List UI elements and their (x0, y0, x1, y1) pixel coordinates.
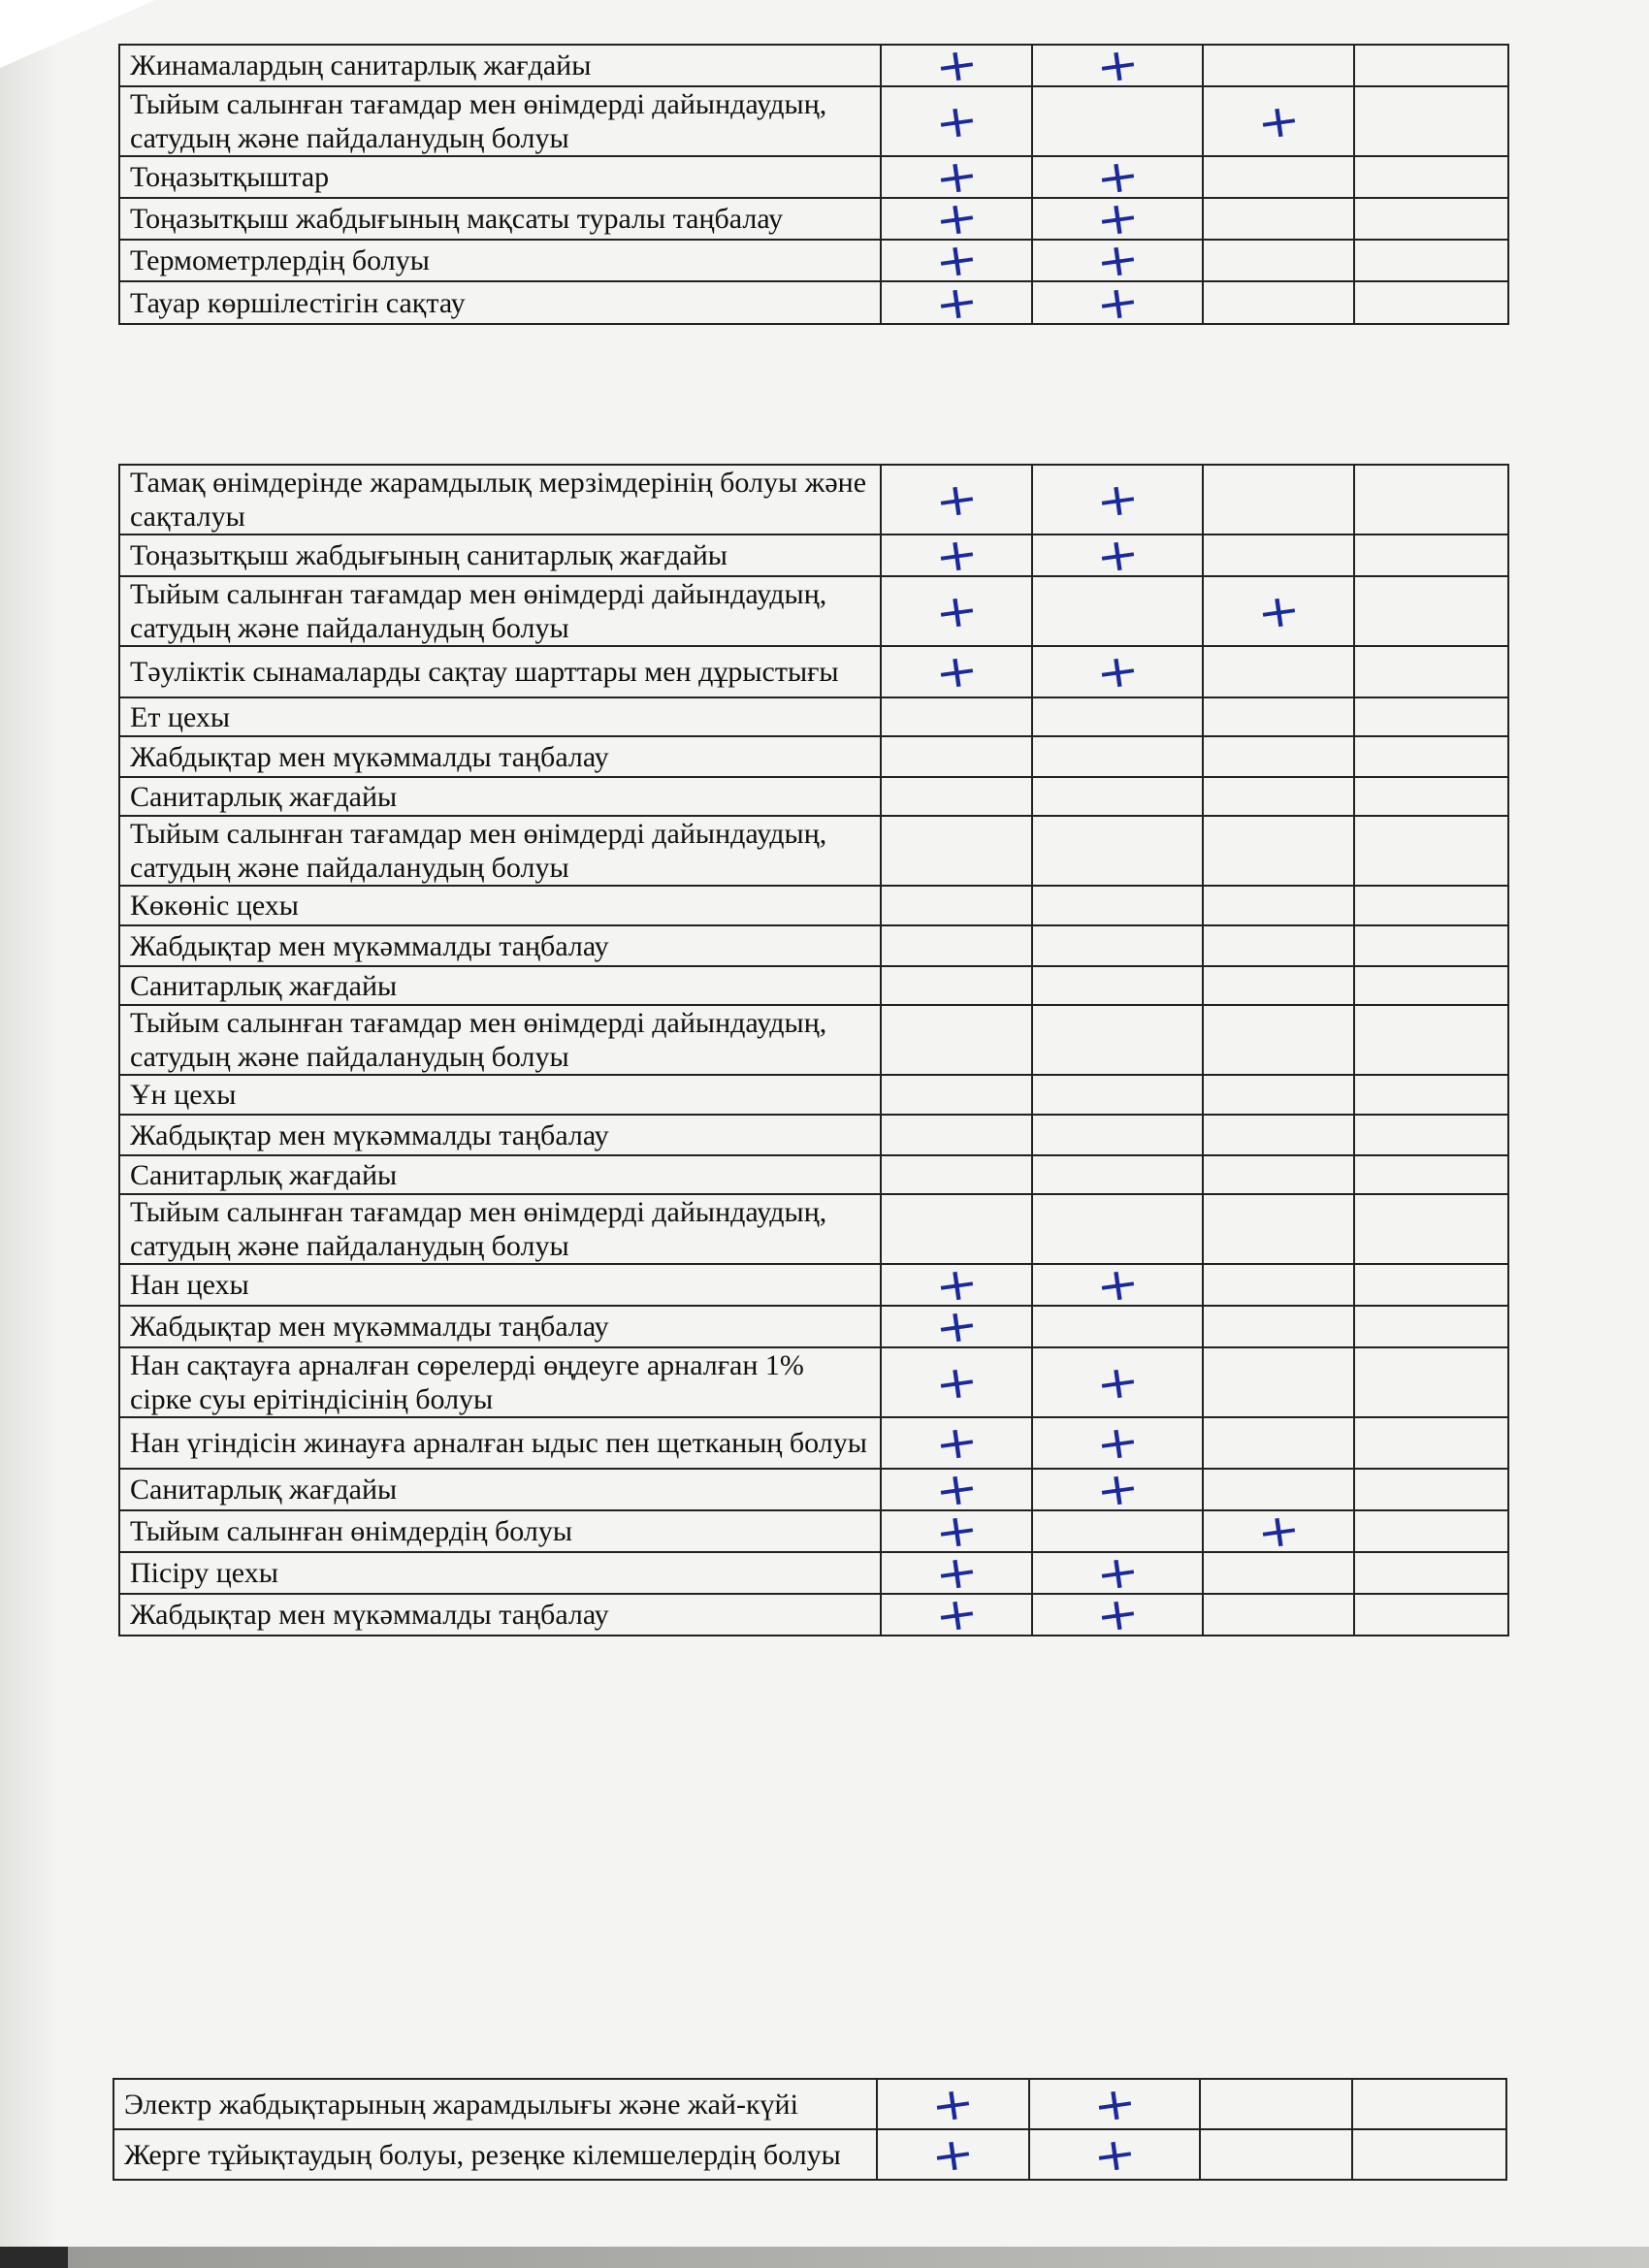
mark-cell (1203, 816, 1354, 886)
mark-cell (881, 273, 1032, 332)
row-label: Жабдықтар мен мүкәммалды таңбалау (119, 1594, 881, 1636)
mark-cell (1203, 465, 1354, 535)
mark-cell (881, 1155, 1032, 1194)
handwritten-tick: + (931, 36, 982, 94)
table-row (119, 736, 1508, 777)
mark-cell (1203, 86, 1354, 156)
mark-cell (1032, 1306, 1203, 1347)
mark-cell (1200, 2129, 1351, 2180)
table-row (119, 1552, 1508, 1594)
mark-cell (1203, 1417, 1354, 1469)
row-label: Тыйым салынған тағамдар мен өнімдерді дайындаудың, сатудың және пайдаланудың болуы (119, 1005, 881, 1075)
mark-cell (881, 36, 1032, 94)
mark-cell (881, 465, 1032, 535)
table-row (119, 1510, 1508, 1552)
row-label: Тыйым салынған тағамдар мен өнімдерді дайындаудың, сатудың және пайдаланудың болуы (119, 1194, 881, 1264)
mark-cell (881, 526, 1032, 584)
mark-cell (881, 966, 1032, 1005)
mark-cell (1354, 886, 1508, 925)
mark-cell (1032, 1155, 1203, 1194)
mark-cell (1203, 1194, 1354, 1264)
mark-cell (881, 1075, 1032, 1115)
mark-cell (881, 886, 1032, 925)
handwritten-tick: + (1092, 147, 1143, 206)
table-row (119, 1075, 1508, 1115)
mark-cell (1352, 2129, 1506, 2180)
handwritten-tick: + (927, 2074, 979, 2133)
handwritten-tick: + (1253, 581, 1304, 640)
handwritten-tick: + (1092, 231, 1143, 289)
handwritten-tick: + (1092, 189, 1143, 247)
row-label: Термометрлердің болуы (119, 240, 881, 281)
mark-cell (1203, 1005, 1354, 1075)
mark-cell (1354, 465, 1508, 535)
mark-cell (1203, 198, 1354, 240)
mark-cell (1354, 1155, 1508, 1194)
row-label: Нан цехы (119, 1264, 881, 1306)
handwritten-tick: + (1092, 1352, 1143, 1411)
table-row (119, 1306, 1508, 1347)
handwritten-tick: + (931, 1585, 982, 1643)
table-row (119, 86, 1508, 156)
handwritten-tick: + (1092, 526, 1143, 584)
mark-cell (881, 925, 1032, 966)
handwritten-tick: + (931, 1460, 982, 1518)
mark-cell (1354, 535, 1508, 576)
mark-cell (1200, 2079, 1351, 2129)
checklist-table-1 (118, 36, 1509, 332)
mark-cell (1354, 697, 1508, 736)
mark-cell (881, 231, 1032, 289)
mark-cell (1032, 1075, 1203, 1115)
mark-cell (1354, 646, 1508, 697)
handwritten-tick: + (1092, 1460, 1143, 1518)
row-label: Көкөніс цехы (119, 886, 881, 925)
handwritten-tick: + (931, 581, 982, 640)
row-label: Нан үгіндісін жинауға арналған ыдыс пен щетканың болуы (119, 1417, 881, 1469)
mark-cell (1032, 736, 1203, 777)
row-label: Тамақ өнімдерінде жарамдылық мерзімдерінің болуы және сақталуы (119, 465, 881, 535)
mark-cell (1203, 156, 1354, 198)
mark-cell (881, 1194, 1032, 1264)
mark-cell (1203, 1115, 1354, 1155)
mark-cell (1354, 1417, 1508, 1469)
mark-cell (1029, 2074, 1200, 2133)
handwritten-tick: + (931, 470, 982, 529)
handwritten-tick: + (1253, 1502, 1304, 1560)
mark-cell (877, 2124, 1028, 2184)
handwritten-tick: + (931, 1543, 982, 1602)
handwritten-tick: + (1092, 1413, 1143, 1472)
mark-cell (1032, 465, 1203, 535)
handwritten-tick: + (927, 2124, 979, 2184)
table-row (119, 1115, 1508, 1155)
mark-cell (1354, 1510, 1508, 1552)
mark-cell (881, 642, 1032, 700)
mark-cell (1354, 156, 1508, 198)
page-left-shadow (0, 0, 58, 2268)
scan-bottom-edge (0, 2247, 1649, 2268)
mark-cell (881, 736, 1032, 777)
row-label: Тауар көршілестігін сақтау (119, 281, 881, 324)
table-row (119, 576, 1508, 646)
mark-cell (1032, 697, 1203, 736)
mark-cell (1203, 966, 1354, 1005)
table-row (119, 777, 1508, 816)
row-label: Ет цехы (119, 697, 881, 736)
mark-cell (1032, 1347, 1203, 1417)
row-label: Тоңазытқыш жабдығының мақсаты туралы таңбалау (119, 198, 881, 240)
handwritten-tick: + (1092, 1585, 1143, 1643)
mark-cell (881, 1115, 1032, 1155)
mark-cell (1203, 886, 1354, 925)
mark-cell (1354, 198, 1508, 240)
mark-cell (1354, 1347, 1508, 1417)
table-row (113, 2079, 1506, 2129)
row-label: Тоңазытқыш жабдығының санитарлық жағдайы (119, 535, 881, 576)
handwritten-tick: + (931, 189, 982, 247)
table-row (119, 1469, 1508, 1510)
mark-cell (1203, 1155, 1354, 1194)
mark-cell (1029, 2124, 1200, 2184)
table-row (119, 198, 1508, 240)
handwritten-tick: + (931, 642, 982, 700)
table-row (119, 45, 1508, 86)
table-row (119, 886, 1508, 925)
row-label: Нан сақтауға арналған сөрелерді өңдеуге арналған 1% сірке суы ерітіндісінің болуы (119, 1347, 881, 1417)
mark-cell (1203, 1347, 1354, 1417)
mark-cell (1354, 281, 1508, 324)
handwritten-tick: + (931, 147, 982, 206)
checklist-table-2 (118, 464, 1509, 1643)
mark-cell (881, 816, 1032, 886)
row-label: Жабдықтар мен мүкәммалды таңбалау (119, 925, 881, 966)
table-row (119, 1155, 1508, 1194)
mark-cell (1032, 273, 1203, 332)
table-row (119, 816, 1508, 886)
mark-cell (1032, 1460, 1203, 1518)
table-row (119, 966, 1508, 1005)
mark-cell (1203, 576, 1354, 646)
row-label: Тыйым салынған тағамдар мен өнімдерді дайындаудың, сатудың және пайдаланудың болуы (119, 86, 881, 156)
handwritten-tick: + (1092, 1543, 1143, 1602)
handwritten-tick: + (931, 273, 982, 332)
mark-cell (1032, 86, 1203, 156)
mark-cell (1032, 966, 1203, 1005)
row-label: Тыйым салынған тағамдар мен өнімдерді дайындаудың, сатудың және пайдаланудың болуы (119, 576, 881, 646)
handwritten-tick: + (931, 1352, 982, 1411)
mark-cell (1354, 966, 1508, 1005)
row-label: Санитарлық жағдайы (119, 966, 881, 1005)
mark-cell (1354, 1469, 1508, 1510)
mark-cell (1203, 1552, 1354, 1594)
mark-cell (1354, 1594, 1508, 1636)
mark-cell (881, 576, 1032, 646)
handwritten-tick: + (931, 1255, 982, 1313)
mark-cell (881, 1413, 1032, 1472)
mark-cell (1354, 576, 1508, 646)
row-label: Тыйым салынған өнімдердің болуы (119, 1510, 881, 1552)
mark-cell (881, 1585, 1032, 1643)
mark-cell (1203, 1594, 1354, 1636)
mark-cell (881, 1347, 1032, 1417)
mark-cell (1354, 925, 1508, 966)
mark-cell (881, 86, 1032, 156)
mark-cell (1354, 1075, 1508, 1115)
handwritten-tick: + (931, 91, 982, 150)
row-label: Электр жабдықтарының жарамдылығы және жай-күйі (113, 2079, 877, 2129)
row-label: Санитарлық жағдайы (119, 1155, 881, 1194)
table-row (119, 1194, 1508, 1264)
handwritten-tick: + (931, 1413, 982, 1472)
mark-cell (1032, 1585, 1203, 1643)
mark-cell (1354, 240, 1508, 281)
mark-cell (1354, 816, 1508, 886)
mark-cell (1354, 736, 1508, 777)
mark-cell (1354, 1306, 1508, 1347)
table-row (119, 1264, 1508, 1306)
table-row (119, 1417, 1508, 1469)
mark-cell (1354, 86, 1508, 156)
mark-cell (1032, 526, 1203, 584)
table-row (119, 1594, 1508, 1636)
handwritten-tick: + (1092, 1255, 1143, 1313)
handwritten-tick: + (931, 231, 982, 289)
mark-cell (1203, 697, 1354, 736)
mark-cell (1032, 925, 1203, 966)
handwritten-tick: + (1253, 91, 1304, 150)
row-label: Жерге тұйықтаудың болуы, резеңке кілемшелердің болуы (113, 2129, 877, 2180)
row-label: Санитарлық жағдайы (119, 1469, 881, 1510)
mark-cell (1032, 1255, 1203, 1313)
mark-cell (881, 1005, 1032, 1075)
mark-cell (1203, 736, 1354, 777)
table-row (119, 697, 1508, 736)
mark-cell (1032, 231, 1203, 289)
mark-cell (1032, 576, 1203, 646)
mark-cell (1203, 1264, 1354, 1306)
mark-cell (1203, 535, 1354, 576)
mark-cell (1032, 1115, 1203, 1155)
mark-cell (1032, 777, 1203, 816)
handwritten-tick: + (931, 1297, 982, 1355)
row-label: Жабдықтар мен мүкәммалды таңбалау (119, 1306, 881, 1347)
mark-cell (881, 1297, 1032, 1355)
table-row (119, 240, 1508, 281)
mark-cell (1354, 1194, 1508, 1264)
mark-cell (1032, 816, 1203, 886)
mark-cell (1354, 777, 1508, 816)
row-label: Тоңазытқыштар (119, 156, 881, 198)
handwritten-tick: + (931, 526, 982, 584)
mark-cell (1354, 1005, 1508, 1075)
mark-cell (1032, 1194, 1203, 1264)
table-row (119, 646, 1508, 697)
handwritten-tick: + (1089, 2124, 1140, 2184)
mark-cell (1203, 925, 1354, 966)
mark-cell (881, 697, 1032, 736)
table-row (113, 2129, 1506, 2180)
row-label: Жабдықтар мен мүкәммалды таңбалау (119, 736, 881, 777)
mark-cell (1203, 1306, 1354, 1347)
mark-cell (1032, 1005, 1203, 1075)
mark-cell (1203, 45, 1354, 86)
handwritten-tick: + (1092, 273, 1143, 332)
table-row (119, 925, 1508, 966)
mark-cell (1203, 646, 1354, 697)
handwritten-tick: + (1092, 642, 1143, 700)
checklist-table-3 (113, 2074, 1507, 2184)
row-label: Тыйым салынған тағамдар мен өнімдерді дайындаудың, сатудың және пайдаланудың болуы (119, 816, 881, 886)
mark-cell (1032, 886, 1203, 925)
table-row (119, 1347, 1508, 1417)
mark-cell (1352, 2079, 1506, 2129)
mark-cell (1032, 36, 1203, 94)
handwritten-tick: + (1092, 36, 1143, 94)
table-row (119, 535, 1508, 576)
mark-cell (1354, 1115, 1508, 1155)
mark-cell (1354, 1552, 1508, 1594)
mark-cell (1354, 1264, 1508, 1306)
mark-cell (1032, 1413, 1203, 1472)
row-label: Санитарлық жағдайы (119, 777, 881, 816)
handwritten-tick: + (1089, 2074, 1140, 2133)
table-row (119, 281, 1508, 324)
mark-cell (1203, 777, 1354, 816)
mark-cell (1354, 45, 1508, 86)
handwritten-tick: + (931, 1502, 982, 1560)
mark-cell (1032, 642, 1203, 700)
row-label: Ұн цехы (119, 1075, 881, 1115)
mark-cell (1203, 240, 1354, 281)
table-row (119, 1005, 1508, 1075)
mark-cell (877, 2074, 1028, 2133)
row-label: Тәуліктік сынамаларды сақтау шарттары мен дұрыстығы (119, 646, 881, 697)
row-label: Пісіру цехы (119, 1552, 881, 1594)
table-row (119, 156, 1508, 198)
handwritten-tick: + (1092, 470, 1143, 529)
mark-cell (1203, 1075, 1354, 1115)
mark-cell (1203, 281, 1354, 324)
row-label: Жабдықтар мен мүкәммалды таңбалау (119, 1115, 881, 1155)
table-row (119, 465, 1508, 535)
row-label: Жинамалардың санитарлық жағдайы (119, 45, 881, 86)
mark-cell (1203, 1502, 1354, 1560)
mark-cell (881, 777, 1032, 816)
